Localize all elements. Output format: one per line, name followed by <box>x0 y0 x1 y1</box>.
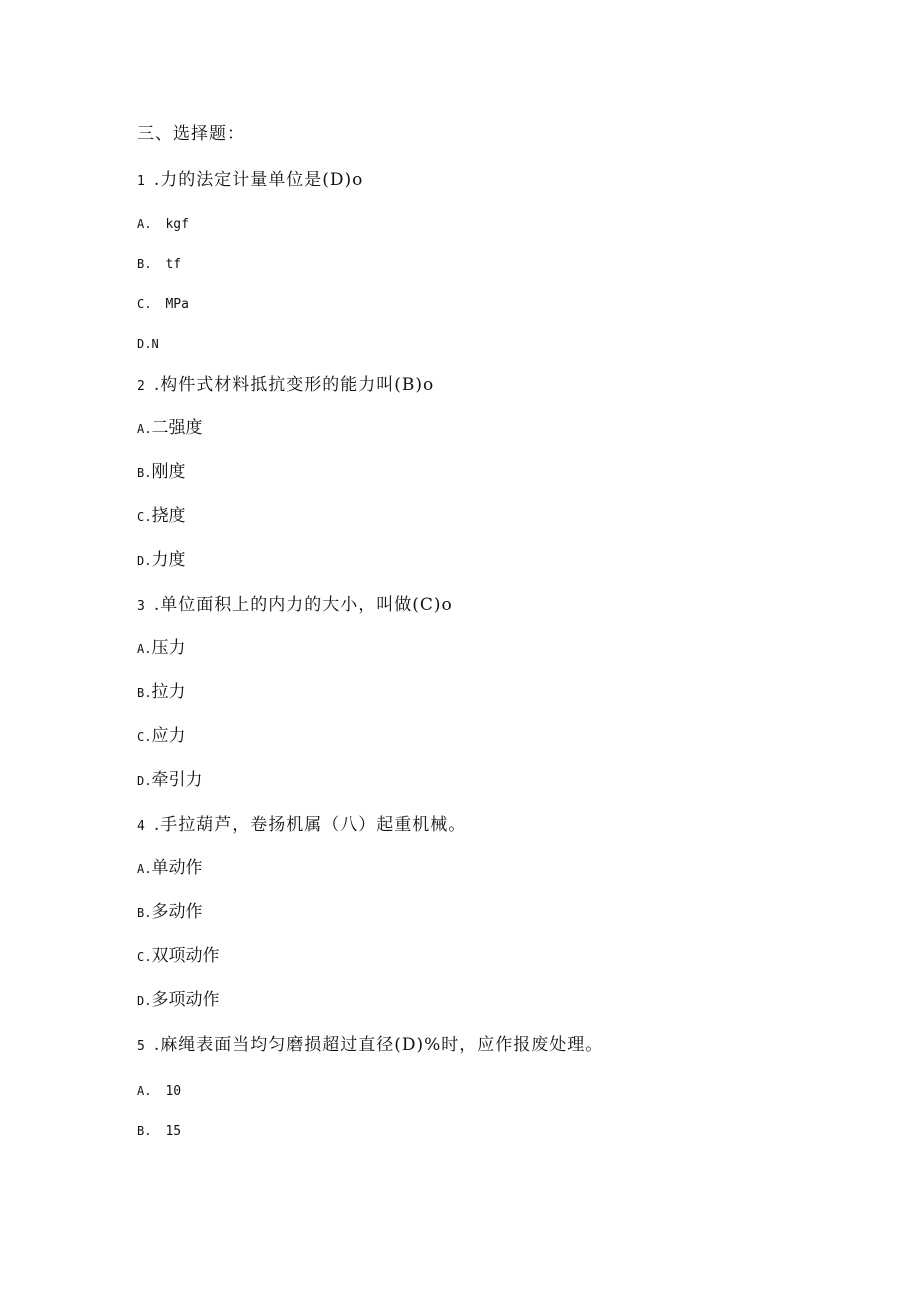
option-text: 挠度 <box>151 506 186 526</box>
question-3-option-a <box>137 640 185 657</box>
question-5 <box>137 1037 603 1054</box>
question-4-option-b <box>137 904 202 921</box>
option-text: N <box>151 337 159 351</box>
option-text: 单动作 <box>151 858 203 878</box>
question-3-option-d <box>137 772 202 789</box>
option-letter: D. <box>137 554 152 568</box>
option-text: 双项动作 <box>151 946 220 966</box>
option-letter: A. <box>137 642 152 656</box>
option-text: 拉力 <box>151 682 186 702</box>
question-1-option-d <box>137 335 159 352</box>
option-letter: B. <box>137 686 152 700</box>
question-text: .单位面积上的内力的大小，叫做(C)o <box>153 595 453 615</box>
option-text: 力度 <box>151 550 186 570</box>
question-text: .构件式材料抵抗变形的能力叫(B)o <box>153 375 435 395</box>
option-letter: D. <box>137 337 152 351</box>
question-4-option-d <box>137 992 219 1009</box>
option-letter: D. <box>137 994 152 1008</box>
question-text: .手拉葫芦，卷扬机属（八）起重机械。 <box>153 815 467 835</box>
section-title: 三、选择题： <box>137 124 245 144</box>
option-letter: A. <box>137 862 152 876</box>
option-letter: C. <box>137 950 152 964</box>
question-text: .麻绳表面当均匀磨损超过直径(D)%时，应作报废处理。 <box>153 1035 604 1055</box>
option-letter: C. <box>137 297 152 311</box>
option-text: MPa <box>165 297 189 312</box>
option-letter: C. <box>137 730 152 744</box>
option-text: 刚度 <box>151 462 186 482</box>
question-3 <box>137 597 453 614</box>
question-2-option-c <box>137 508 185 525</box>
option-letter: C. <box>137 510 152 524</box>
option-text: 15 <box>165 1124 182 1139</box>
option-letter: A. <box>137 1084 152 1098</box>
option-text: tf <box>165 257 182 272</box>
question-4-option-c <box>137 948 219 965</box>
question-4 <box>137 817 466 834</box>
question-number: 5 <box>137 1039 146 1054</box>
option-text: 10 <box>165 1084 182 1099</box>
option-text: 牵引力 <box>151 770 203 790</box>
option-text: kgf <box>165 217 189 232</box>
question-text: .力的法定计量单位是(D)o <box>153 170 364 190</box>
option-letter: A. <box>137 422 152 436</box>
option-letter: B. <box>137 257 152 271</box>
option-text: 多项动作 <box>151 990 220 1010</box>
question-5-option-b <box>137 1122 181 1139</box>
question-2-option-d <box>137 552 185 569</box>
option-letter: A. <box>137 217 152 231</box>
option-letter: B. <box>137 906 152 920</box>
question-3-option-c <box>137 728 185 745</box>
question-2-option-a <box>137 420 202 437</box>
question-2 <box>137 377 434 394</box>
question-2-option-b <box>137 464 185 481</box>
question-1-option-c <box>137 295 189 312</box>
option-letter: D. <box>137 774 152 788</box>
option-text: 二强度 <box>151 418 203 438</box>
question-number: 2 <box>137 379 146 394</box>
question-5-option-a <box>137 1082 181 1099</box>
option-text: 压力 <box>151 638 186 658</box>
option-letter: B. <box>137 1124 152 1138</box>
question-4-option-a <box>137 860 202 877</box>
option-text: 应力 <box>151 726 186 746</box>
question-1-option-b <box>137 255 181 272</box>
question-3-option-b <box>137 684 185 701</box>
question-number: 4 <box>137 819 146 834</box>
question-number: 1 <box>137 174 146 189</box>
option-letter: B. <box>137 466 152 480</box>
question-1 <box>137 172 363 189</box>
question-1-option-a <box>137 215 189 232</box>
question-number: 3 <box>137 599 146 614</box>
option-text: 多动作 <box>151 902 203 922</box>
